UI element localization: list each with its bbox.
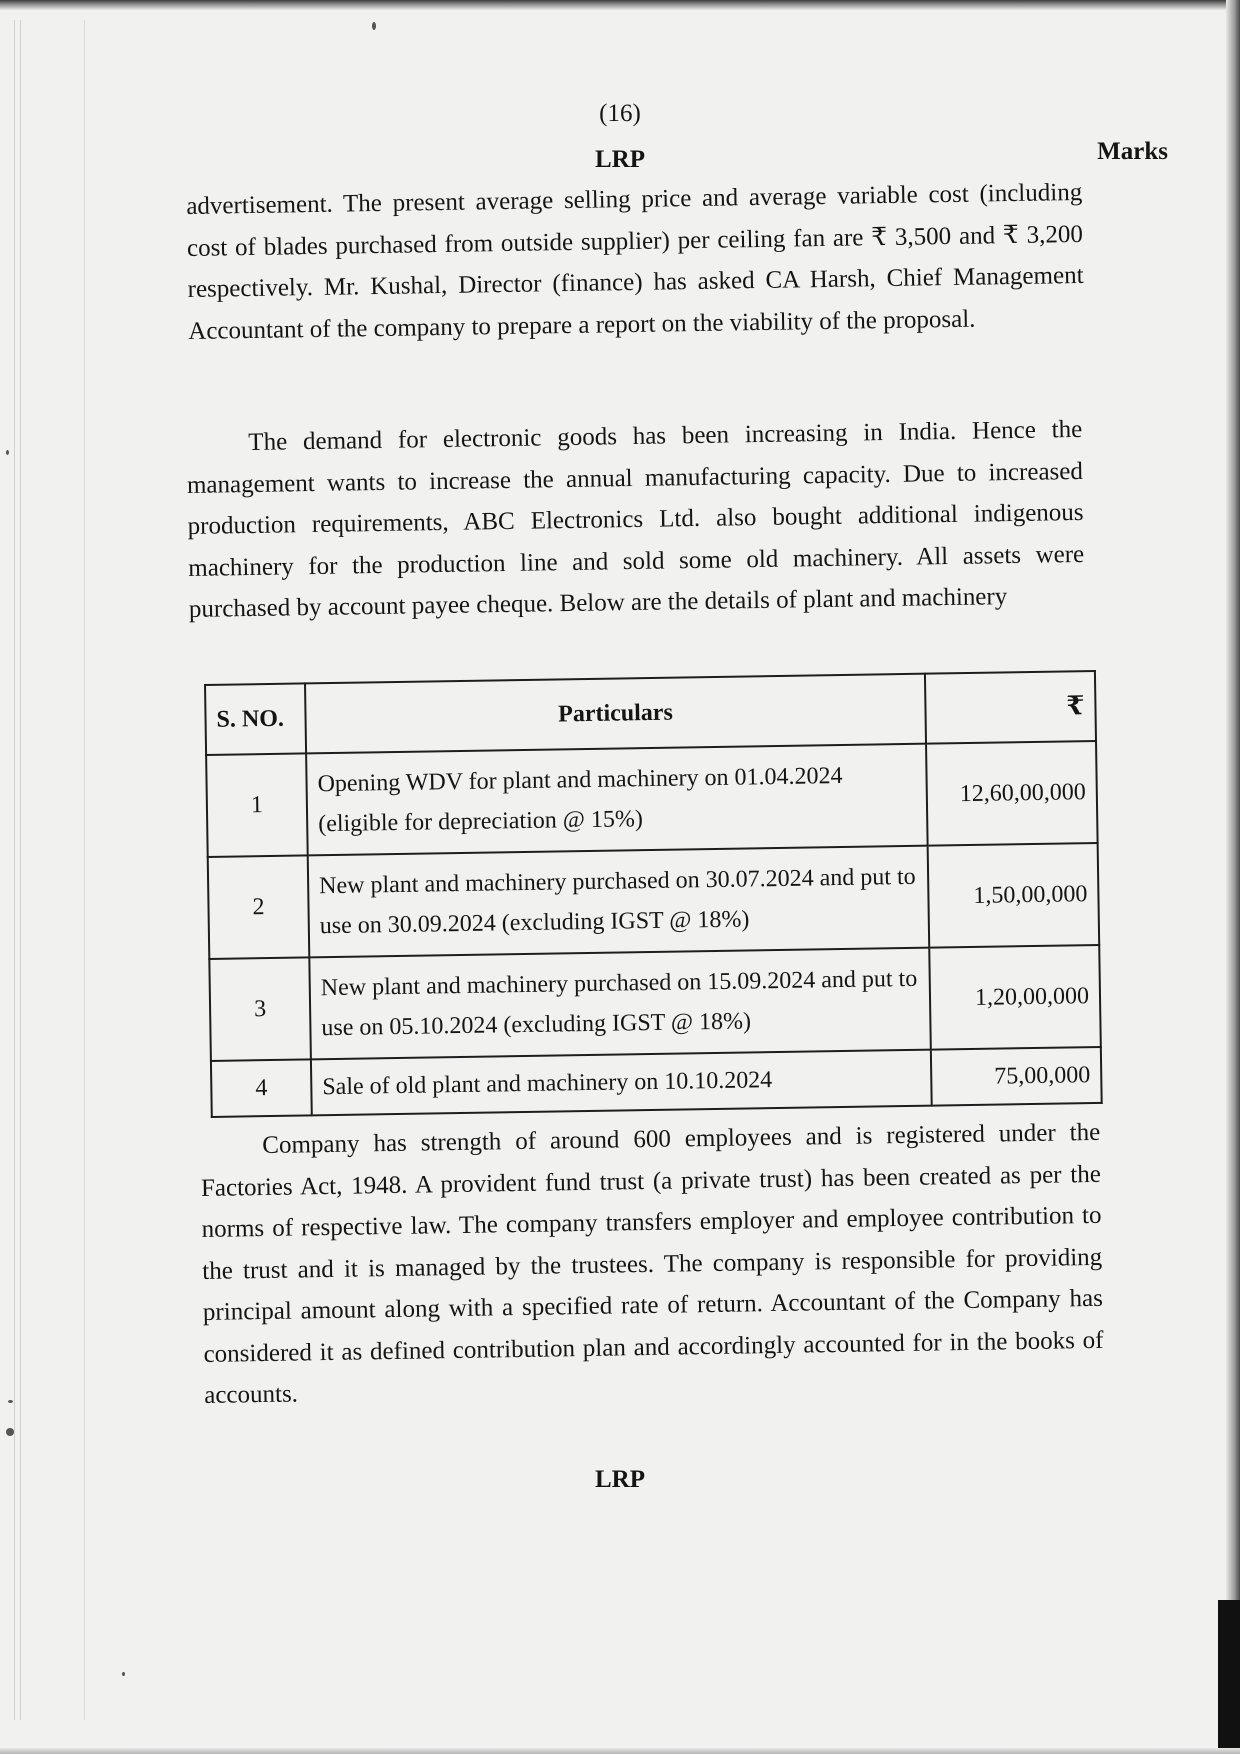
row-amount: 75,00,000: [931, 1047, 1102, 1106]
table-row: [206, 741, 1097, 857]
row-amount: 12,60,00,000: [926, 741, 1098, 846]
header-code: LRP: [595, 146, 645, 173]
footer-code: LRP: [595, 1466, 645, 1493]
page-number: (16): [599, 100, 641, 127]
paragraph-2: [186, 409, 1085, 631]
row-particulars: Opening WDV for plant and machinery on 01.04.2024 (eligible for depreciation @ 15%): [306, 744, 928, 856]
header-sno: S. NO.: [205, 683, 306, 755]
row-particulars: New plant and machinery purchased on 30.07.2024 and put to use on 30.09.2024 (excluding IGST @ 18%): [308, 846, 930, 958]
row-particulars: Sale of old plant and machinery on 10.10.2024: [311, 1050, 932, 1116]
row-amount: 1,50,00,000: [928, 843, 1100, 948]
table-row: [209, 945, 1100, 1061]
paragraph-2-text: The demand for electronic goods has been increasing in India. Hence the management wants to increase the annual manufacturing capacity. Due to increased production requirements, ABC Electronics Ltd. also bought additional indigenous machinery for the production line and sold some old machinery. All assets were purchased by account payee cheque. Below are the details of plant and machinery: [186, 415, 1085, 623]
marks-label: Marks: [1097, 138, 1168, 165]
paragraph-1: [186, 172, 1084, 352]
row-sno: 3: [209, 957, 311, 1061]
header-amount-rupee: ₹: [925, 671, 1096, 744]
paragraph-1-text: advertisement. The present average selling price and average variable cost (including cost of blades purchased from outside supplier) per ceiling fan are ₹ 3,500 and ₹ 3,200 respectively. Mr. Kushal, Director (finance) has asked CA Harsh, Chief Management Accountant of the company to prepare a report on the viability of the proposal.: [186, 178, 1084, 345]
paragraph-3: [200, 1112, 1104, 1417]
plant-machinery-table: [204, 670, 1103, 1118]
row-amount: 1,20,00,000: [929, 945, 1101, 1050]
paragraph-3-text: Company has strength of around 600 employees and is registered under the Factories Act, 1948. A provident fund trust (a private trust) has been created as per the norms of respective law. The company transfers employer and employee contribution to the trust and it is managed by the trustees. The company is responsible for providing principal amount along with a specified rate of return. Accountant of the Company has considered it as defined contribution plan and accordingly accounted for in the books of accounts.: [200, 1118, 1104, 1409]
row-sno: 1: [206, 753, 308, 857]
table-row: [208, 843, 1099, 959]
header-particulars: Particulars: [305, 674, 926, 754]
row-particulars: New plant and machinery purchased on 15.09.2024 and put to use on 05.10.2024 (excluding IGST @ 18%): [309, 948, 931, 1060]
row-sno: 2: [208, 855, 310, 959]
row-sno: 4: [211, 1059, 312, 1117]
